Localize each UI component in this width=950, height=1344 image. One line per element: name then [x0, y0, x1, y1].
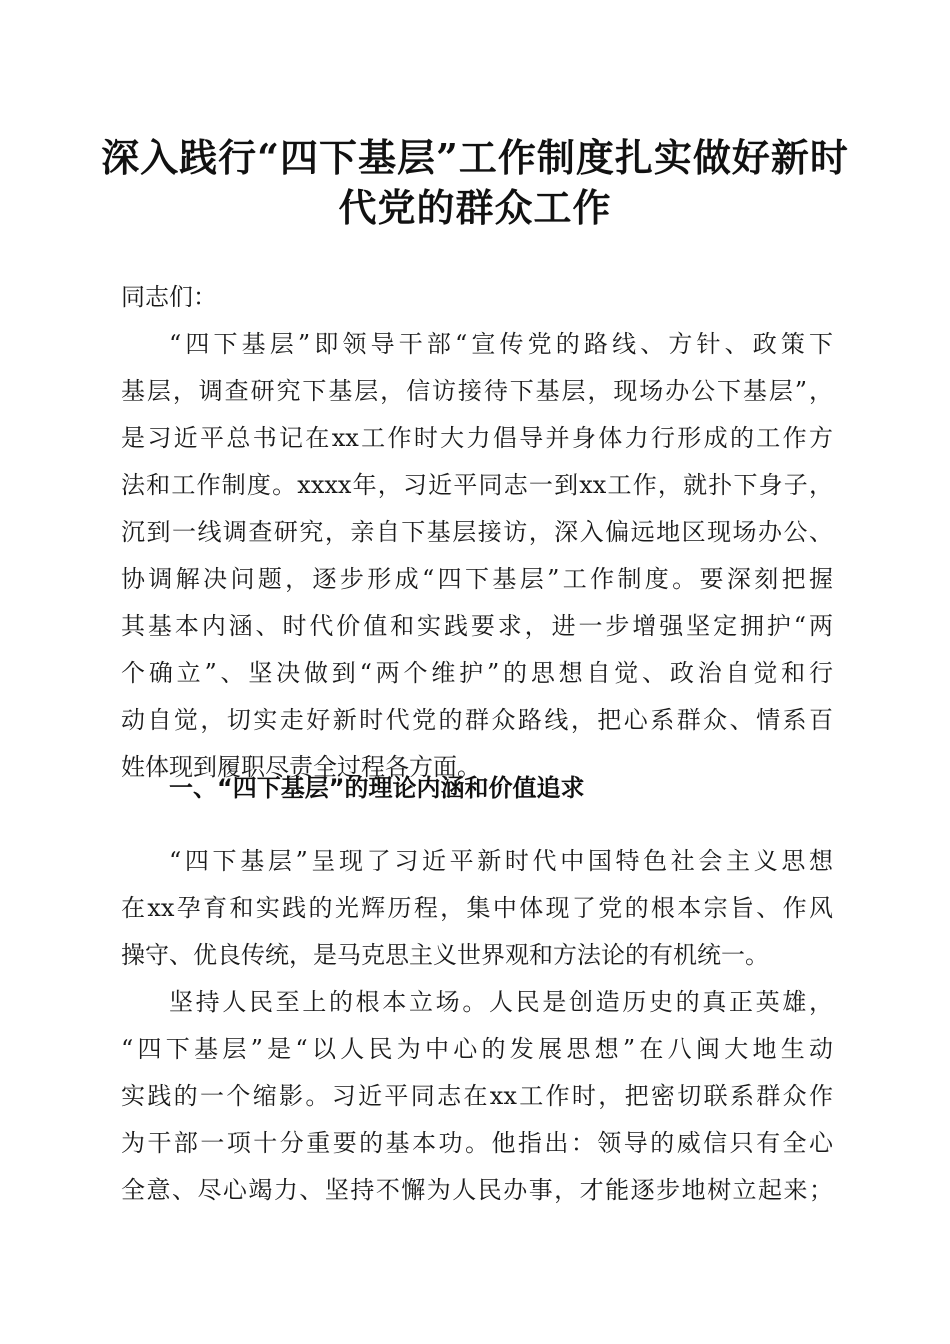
paragraph-3-line: 实践的一个缩影。习近平同志在xx工作时，把密切联系群众作 [121, 1082, 833, 1110]
paragraph-1-line: 动自觉，切实走好新时代党的群众路线，把心系群众、情系百 [121, 706, 833, 734]
paragraph-1-line: 个确立”、坚决做到“两个维护”的思想自觉、政治自觉和行 [121, 659, 833, 687]
paragraph-1-line: 姓体现到履职尽责全过程各方面。 [121, 753, 481, 781]
paragraph-2-line: “四下基层”呈现了习近平新时代中国特色社会主义思想 [169, 847, 833, 875]
paragraph-3-line: 为干部一项十分重要的基本功。他指出：领导的威信只有全心 [121, 1129, 833, 1157]
paragraph-3-line: “四下基层”是“以人民为中心的发展思想”在八闽大地生动 [121, 1035, 833, 1063]
salutation: 同志们： [121, 283, 217, 311]
paragraph-1-line: “四下基层”即领导干部“宣传党的路线、方针、政策下 [169, 330, 833, 358]
paragraph-3-line: 全意、尽心竭力、坚持不懈为人民办事，才能逐步地树立起来； [121, 1176, 833, 1204]
paragraph-1-line: 法和工作制度。xxxx年，习近平同志一到xx工作，就扑下身子， [121, 471, 833, 499]
paragraph-3-line: 坚持人民至上的根本立场。人民是创造历史的真正英雄， [169, 988, 833, 1016]
paragraph-1-line: 基层，调查研究下基层，信访接待下基层，现场办公下基层”， [121, 377, 833, 405]
paragraph-2-line: 操守、优良传统，是马克思主义世界观和方法论的有机统一。 [121, 941, 769, 969]
paragraph-1-line: 是习近平总书记在xx工作时大力倡导并身体力行形成的工作方 [121, 424, 833, 452]
paragraph-1-line: 沉到一线调查研究，亲自下基层接访，深入偏远地区现场办公、 [121, 518, 833, 546]
paragraph-1-line: 协调解决问题，逐步形成“四下基层”工作制度。要深刻把握 [121, 565, 833, 593]
section-heading-1: 一、“四下基层”的理论内涵和价值追求 [169, 774, 585, 802]
paragraph-1-line: 其基本内涵、时代价值和实践要求，进一步增强坚定拥护“两 [121, 612, 833, 640]
document-body [121, 274, 833, 1204]
document-title-line-2: 代党的群众工作 [338, 185, 612, 230]
document-title-line-1: 深入践行“四下基层”工作制度扎实做好新时 [101, 135, 849, 180]
paragraph-2-line: 在xx孕育和实践的光辉历程，集中体现了党的根本宗旨、作风 [121, 894, 833, 922]
